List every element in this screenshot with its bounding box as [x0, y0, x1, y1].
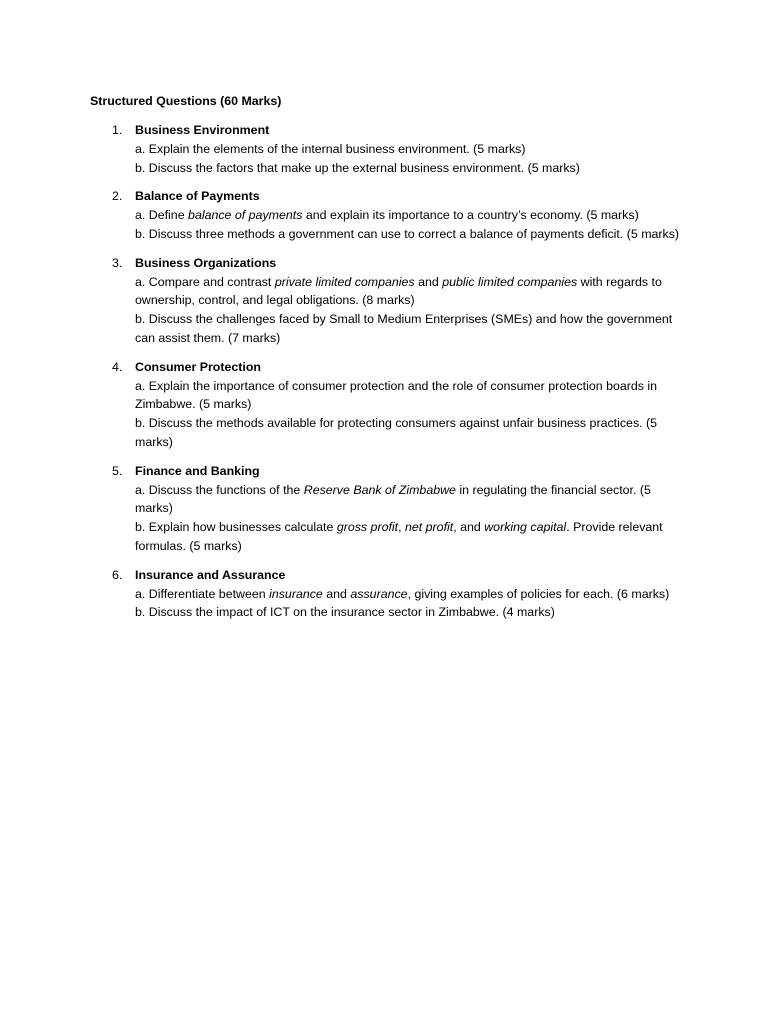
question-part [135, 310, 680, 348]
part-text: , and [453, 520, 485, 535]
italic-term: gross profit [336, 520, 399, 535]
part-text: a. Discuss the functions of the [135, 482, 304, 497]
question-part [135, 603, 680, 622]
question-title: Consumer Protection [135, 359, 261, 374]
question-part [135, 414, 680, 452]
italic-term: Reserve Bank of Zimbabwe [303, 482, 456, 497]
document-heading: Structured Questions (60 Marks) [90, 94, 282, 108]
part-text: in regulating the financial sector. (5 marks) [135, 482, 651, 516]
italic-term: assurance [350, 586, 408, 601]
part-text: a. Explain the importance of consumer protection and the role of consumer protection boards in Zimbabwe. (5 marks) [135, 378, 658, 412]
question-number: 6. [112, 567, 123, 582]
question-part [135, 273, 680, 311]
italic-term: balance of payments [188, 208, 303, 223]
part-text: b. Discuss the methods available for protecting consumers against unfair business practices. (5 marks) [135, 416, 658, 449]
italic-term: public limited companies [442, 274, 578, 289]
part-text: , giving examples of policies for each. (6 marks) [407, 586, 670, 601]
question-part [135, 140, 680, 159]
part-text: and [414, 274, 443, 289]
question-item [0, 462, 768, 556]
question-list [0, 121, 768, 632]
question-item [0, 566, 768, 622]
part-text: a. Differentiate between [135, 586, 270, 601]
part-text: b. Discuss the challenges faced by Small to Medium Enterprises (SMEs) and how the government can assist them. (7 marks) [135, 312, 673, 345]
question-number: 2. [112, 189, 123, 204]
question-part [135, 159, 680, 178]
question-body [135, 187, 680, 243]
italic-term: working capital [484, 520, 567, 535]
italic-term: insurance [269, 586, 323, 601]
question-part [135, 585, 680, 604]
question-item [0, 254, 768, 348]
question-item [0, 187, 768, 243]
question-body [135, 566, 680, 622]
part-text: a. Compare and contrast [135, 274, 275, 289]
part-text: a. Define [135, 208, 189, 223]
question-title: Balance of Payments [135, 189, 260, 204]
question-title: Business Environment [135, 123, 270, 137]
part-text: and explain its importance to a country’s economy. (5 marks) [302, 208, 639, 223]
part-text: . Provide relevant formulas. (5 marks) [135, 520, 663, 553]
question-number: 4. [112, 359, 123, 374]
question-body [135, 254, 680, 348]
question-title: Business Organizations [135, 255, 277, 270]
question-part [135, 481, 680, 519]
italic-term: private limited companies [274, 274, 415, 289]
part-text: , [398, 520, 405, 535]
question-number: 5. [112, 463, 123, 478]
part-text: and [322, 586, 351, 601]
question-part [135, 206, 680, 225]
question-body [135, 462, 680, 556]
question-part [135, 377, 680, 415]
question-title: Finance and Banking [135, 463, 260, 478]
part-text: b. Discuss the factors that make up the external business environment. (5 marks) [135, 160, 580, 175]
question-number: 3. [112, 255, 123, 270]
question-item [0, 121, 768, 177]
question-number: 1. [112, 123, 123, 137]
part-text: a. Explain the elements of the internal business environment. (5 marks) [135, 141, 526, 156]
question-part [135, 225, 680, 244]
part-text: with regards to ownership, control, and legal obligations. (8 marks) [135, 274, 662, 308]
part-text: b. Discuss three methods a government can use to correct a balance of payments deficit. (5 marks) [135, 226, 680, 241]
part-text: b. Explain how businesses calculate [135, 520, 337, 535]
question-body [135, 121, 680, 177]
italic-term: net profit [405, 520, 454, 535]
question-part [135, 518, 680, 556]
part-text: b. Discuss the impact of ICT on the insurance sector in Zimbabwe. (4 marks) [135, 605, 555, 620]
question-item [0, 358, 768, 452]
question-title: Insurance and Assurance [135, 567, 286, 582]
question-body [135, 358, 680, 452]
